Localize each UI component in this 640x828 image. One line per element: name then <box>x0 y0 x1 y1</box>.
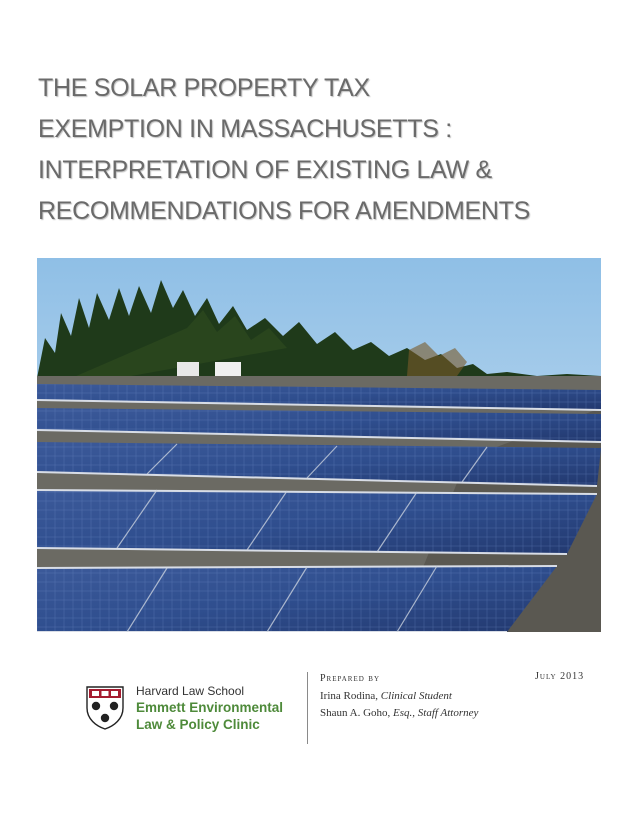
title-line-2: EXEMPTION IN MASSACHUSETTS : <box>38 115 452 143</box>
school-name: Harvard Law School <box>136 684 245 698</box>
title-line-4: RECOMMENDATIONS FOR AMENDMENTS <box>38 197 530 225</box>
clinic-name-line-1: Emmett Environmental <box>136 700 284 715</box>
prepared-by-block <box>320 671 478 722</box>
author-2 <box>320 705 478 722</box>
prepared-by-label: Prepared by <box>320 673 381 684</box>
solar-panel-field-photo <box>37 258 601 632</box>
clinic-name-line-2: Law & Policy Clinic <box>136 717 260 732</box>
organization-block <box>136 684 283 733</box>
author-1 <box>320 688 478 705</box>
footer-divider <box>307 672 308 744</box>
author-1-name: Irina Rodina, <box>320 690 379 702</box>
author-2-role: Esq., Staff Attorney <box>393 707 479 719</box>
report-date: July 2013 <box>535 671 585 682</box>
title-line-3: INTERPRETATION OF EXISTING LAW & <box>38 156 492 184</box>
report-title <box>38 68 618 232</box>
title-line-1: THE SOLAR PROPERTY TAX <box>38 74 370 102</box>
author-2-name: Shaun A. Goho, <box>320 707 391 719</box>
author-1-role: Clinical Student <box>380 690 452 702</box>
harvard-shield-icon <box>86 686 124 730</box>
